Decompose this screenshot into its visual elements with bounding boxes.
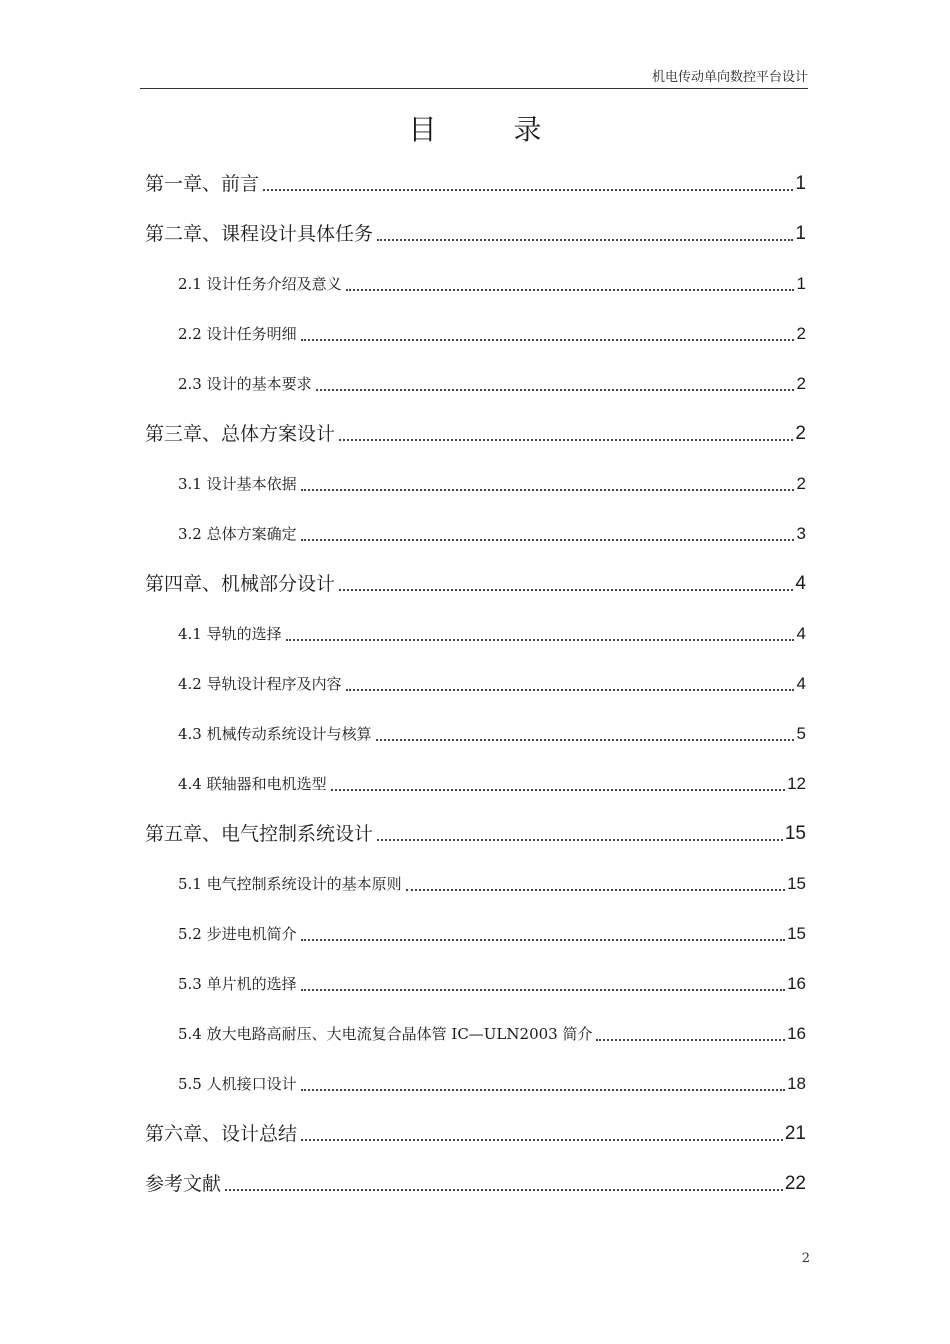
header-rule — [140, 88, 808, 89]
toc-leader — [286, 639, 794, 641]
toc-entry-chapter-4[interactable] — [145, 572, 806, 596]
toc-entry-label: 3.1 设计基本依据 — [178, 475, 297, 493]
toc-entry-page: 16 — [787, 1024, 806, 1043]
toc-entry-page: 2 — [796, 324, 806, 343]
toc-entry-section-5-5[interactable] — [178, 1072, 806, 1096]
page-number: 2 — [801, 1251, 810, 1266]
toc-leader — [346, 289, 794, 291]
toc-entry-label: 2.3 设计的基本要求 — [178, 375, 312, 393]
toc-entry-page: 5 — [796, 724, 806, 743]
toc-entry-page: 1 — [796, 274, 806, 293]
toc-entry-section-5-1[interactable] — [178, 872, 806, 896]
toc-entry-chapter-5[interactable] — [145, 822, 806, 846]
toc-entry-page: 15 — [784, 823, 806, 844]
toc-leader — [301, 989, 785, 991]
toc-entry-section-2-1[interactable] — [178, 272, 806, 296]
toc-entry-chapter-2[interactable] — [145, 222, 806, 246]
toc-entry-chapter-3[interactable] — [145, 422, 806, 446]
toc-entry-label: 5.2 步进电机简介 — [178, 925, 297, 943]
toc-leader — [301, 1089, 785, 1091]
toc-entry-chapter-1[interactable] — [145, 172, 806, 196]
toc-entry-label: 5.4 放大电路高耐压、大电流复合晶体管 IC—ULN2003 简介 — [178, 1025, 593, 1043]
toc-leader — [377, 239, 793, 241]
toc-entry-label: 5.5 人机接口设计 — [178, 1075, 297, 1093]
toc-entry-section-5-2[interactable] — [178, 922, 806, 946]
toc-leader — [339, 439, 793, 441]
toc-entry-section-5-3[interactable] — [178, 972, 806, 996]
toc-entry-label: 4.4 联轴器和电机选型 — [178, 775, 327, 793]
toc-entry-section-3-2[interactable] — [178, 522, 806, 546]
toc-leader — [301, 939, 785, 941]
toc-entry-label: 3.2 总体方案确定 — [178, 525, 297, 543]
toc-leader — [225, 1189, 783, 1191]
toc-entry-page: 12 — [787, 774, 806, 793]
toc-entry-label: 4.2 导轨设计程序及内容 — [178, 675, 342, 693]
toc-title: 目 录 — [408, 113, 576, 146]
toc-entry-section-4-1[interactable] — [178, 622, 806, 646]
toc-entry-label: 参考文献 — [145, 1173, 222, 1195]
toc-leader — [406, 889, 785, 891]
toc-entry-page: 22 — [784, 1173, 806, 1194]
toc-entry-page: 15 — [787, 924, 806, 943]
toc-entry-label: 4.3 机械传动系统设计与核算 — [178, 725, 372, 743]
toc-entry-section-4-2[interactable] — [178, 672, 806, 696]
toc-leader — [301, 489, 794, 491]
toc-entry-label: 4.1 导轨的选择 — [178, 625, 282, 643]
toc-entry-page: 16 — [787, 974, 806, 993]
toc-entry-page: 18 — [787, 1074, 806, 1093]
toc-entry-page: 15 — [787, 874, 806, 893]
toc-entry-label: 5.3 单片机的选择 — [178, 975, 297, 993]
toc-entry-section-2-2[interactable] — [178, 322, 806, 346]
toc-leader — [339, 589, 793, 591]
toc-leader — [331, 789, 785, 791]
toc-entry-page: 1 — [795, 223, 806, 244]
toc-leader — [263, 189, 793, 191]
toc-entry-label: 5.1 电气控制系统设计的基本原则 — [178, 875, 402, 893]
toc-entry-label: 第四章、机械部分设计 — [145, 573, 336, 595]
toc-entry-label: 2.2 设计任务明细 — [178, 325, 297, 343]
toc-entry-page: 3 — [796, 524, 806, 543]
toc-entry-label: 2.1 设计任务介绍及意义 — [178, 275, 342, 293]
toc-entry-section-3-1[interactable] — [178, 472, 806, 496]
toc-entry-page: 4 — [796, 674, 806, 693]
running-header: 机电传动单向数控平台设计 — [651, 70, 808, 85]
toc-entry-label: 第一章、前言 — [145, 173, 260, 195]
toc-entry-page: 4 — [796, 624, 806, 643]
toc-entry-page: 2 — [796, 474, 806, 493]
toc-leader — [596, 1039, 785, 1041]
toc-entry-label: 第五章、电气控制系统设计 — [145, 823, 374, 845]
toc-leader — [376, 739, 794, 741]
toc-entry-section-4-3[interactable] — [178, 722, 806, 746]
toc-entry-section-4-4[interactable] — [178, 772, 806, 796]
toc-entry-label: 第二章、课程设计具体任务 — [145, 223, 374, 245]
toc-leader — [301, 339, 794, 341]
toc-entry-page: 1 — [795, 173, 806, 194]
toc-entry-section-2-3[interactable] — [178, 372, 806, 396]
toc-entry-page: 2 — [795, 423, 806, 444]
toc-entry-section-5-4[interactable] — [178, 1022, 806, 1046]
toc-entry-page: 4 — [795, 573, 806, 594]
toc-leader — [301, 539, 794, 541]
toc-leader — [346, 689, 794, 691]
toc-leader — [377, 839, 783, 841]
toc-entry-label: 第三章、总体方案设计 — [145, 423, 336, 445]
toc-entry-label: 第六章、设计总结 — [145, 1123, 298, 1145]
toc-entry-chapter-6[interactable] — [145, 1122, 806, 1146]
toc-entry-references[interactable] — [145, 1172, 806, 1196]
toc-entry-page: 2 — [796, 374, 806, 393]
toc-leader — [316, 389, 794, 391]
toc-entry-page: 21 — [784, 1123, 806, 1144]
toc-leader — [301, 1139, 783, 1141]
